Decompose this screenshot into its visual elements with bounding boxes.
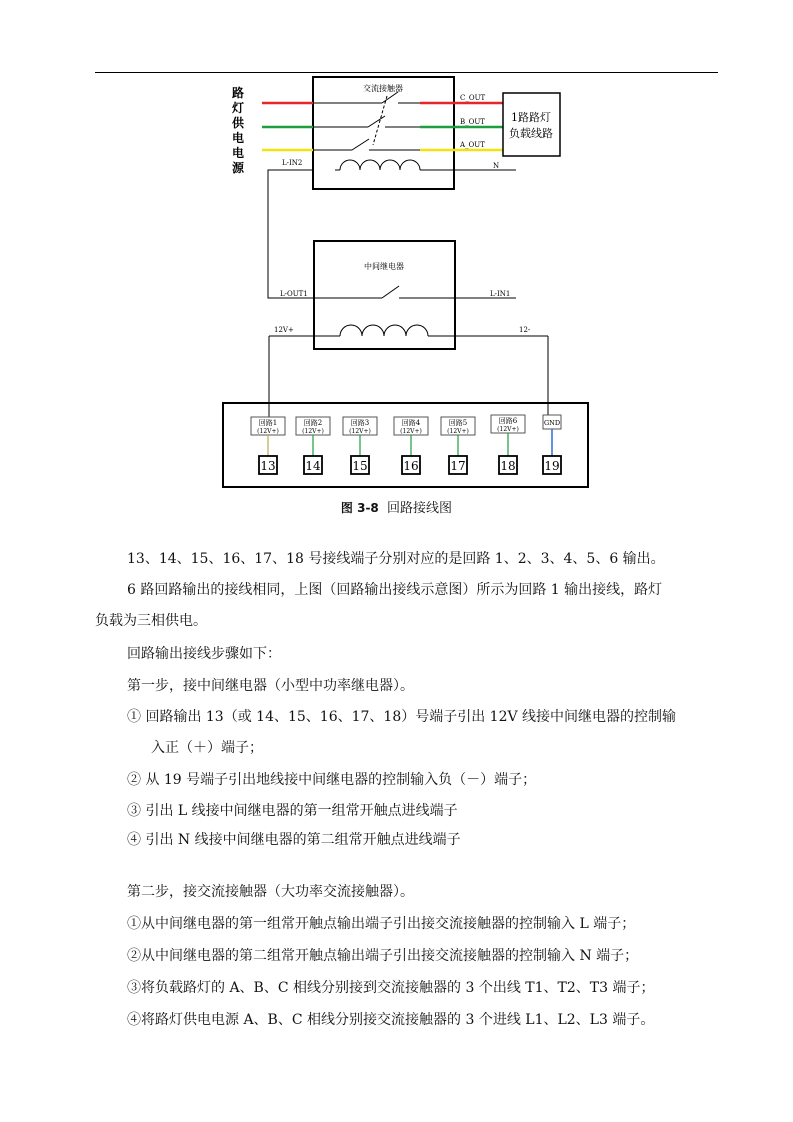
paragraph-wiring-intro-1: 6 路回路输出的接线相同，上图（回路输出接线示意图）所示为回路 1 输出接线，路灯	[127, 582, 663, 598]
step-1-heading: 第一步，接中间继电器（小型中功率继电器）。	[127, 678, 414, 694]
step-2-item-2: ②从中间继电器的第二组常开触点输出端子引出接交流接触器的控制输入 N 端子；	[127, 948, 639, 964]
paragraph-wiring-intro-2: 负载为三相供电。	[95, 613, 207, 629]
step-2-item-4: ④将路灯供电电源 A、B、C 相线分别接交流接触器的 3 个进线 L1、L2、L3 端子。	[127, 1012, 655, 1028]
l-in1-label: L-IN1	[490, 290, 511, 298]
terminal-number-15: 15	[352, 459, 368, 473]
loop-name-2: 回路2	[303, 419, 323, 427]
power-source-label	[231, 85, 245, 175]
loop-name-3: 回路3	[350, 419, 370, 427]
power-char-3: 供	[231, 116, 245, 130]
power-char-2: 灯	[231, 101, 245, 115]
neutral-label: N	[493, 162, 500, 170]
loop-name-4: 回路4	[401, 419, 421, 427]
loop-sub-5: (12V+)	[447, 428, 469, 435]
terminal-number-13: 13	[260, 459, 276, 473]
loop-sub-2: (12V+)	[302, 428, 324, 435]
step-2-heading: 第二步，接交流接触器（大功率交流接触器）。	[127, 884, 414, 900]
step-1-item-4: ④ 引出 N 线接中间继电器的第二组常开触点进线端子	[127, 832, 461, 848]
load-box	[503, 93, 560, 156]
relay-title: 中间继电器	[364, 262, 404, 271]
gnd-label: GND	[543, 419, 561, 427]
step-1-item-1a: ① 回路输出 13（或 14、15、16、17、18）号端子引出 12V 线接中间继电器的控制输	[127, 709, 677, 725]
step-1-item-1b: 入正（＋）端子；	[151, 740, 263, 756]
step-1-item-3: ③ 引出 L 线接中间继电器的第一组常开触点进线端子	[127, 803, 458, 819]
loop-sub-3: (12V+)	[349, 428, 371, 435]
l-in2-label: L-IN2	[282, 159, 303, 167]
contactor-box	[313, 77, 454, 189]
loop-name-6: 回路6	[498, 417, 518, 425]
loop-sub-6: (12V+)	[497, 426, 519, 433]
loop-sub-4: (12V+)	[400, 428, 422, 435]
power-char-1: 路	[231, 86, 245, 100]
paragraph-steps-intro: 回路输出接线步骤如下：	[127, 646, 281, 662]
terminal-number-14: 14	[305, 459, 321, 473]
power-char-4: 电	[231, 131, 245, 145]
b-out-label: B_OUT	[460, 118, 485, 126]
v12-minus-label: 12-	[519, 326, 531, 334]
terminal-number-17: 17	[450, 459, 466, 473]
v12-plus-label: 12V+	[274, 326, 294, 334]
paragraph-terminal-mapping: 13、14、15、16、17、18 号接线端子分别对应的是回路 1、2、3、4、5、6 输出。	[127, 551, 665, 567]
loop-terminals	[251, 415, 561, 474]
terminal-number-19: 19	[544, 459, 560, 473]
terminal-number-16: 16	[403, 459, 419, 473]
figure-caption	[0, 497, 793, 516]
a-out-label: A_OUT	[460, 141, 485, 149]
power-char-6: 源	[231, 161, 245, 175]
loop-name-1: 回路1	[258, 419, 278, 427]
relay-internals	[269, 286, 548, 418]
step-1-item-2: ② 从 19 号端子引出地线接中间继电器的控制输入负（－）端子；	[127, 772, 537, 788]
contactor-title: 交流接触器	[363, 84, 403, 93]
step-2-item-1: ①从中间继电器的第一组常开触点输出端子引出接交流接触器的控制输入 L 端子；	[127, 916, 636, 932]
figure-number: 图 3-8	[340, 501, 379, 515]
c-out-label: C_OUT	[460, 94, 486, 102]
power-char-5: 电	[231, 146, 245, 160]
contactor-switches	[313, 92, 430, 170]
load-box-line-2: 负载线路	[509, 127, 553, 140]
figure-title: 回路接线图	[387, 501, 453, 516]
wiring-diagram	[0, 0, 793, 500]
loop-sub-1: (12V+)	[257, 428, 279, 435]
load-box-line-1: 1路路灯	[511, 111, 551, 124]
step-2-item-3: ③将负载路灯的 A、B、C 相线分别接到交流接触器的 3 个出线 T1、T2、T3 端子；	[127, 980, 655, 996]
loop-name-5: 回路5	[448, 419, 468, 427]
terminal-number-18: 18	[500, 459, 516, 473]
l-out1-label: L-OUT1	[280, 290, 308, 298]
